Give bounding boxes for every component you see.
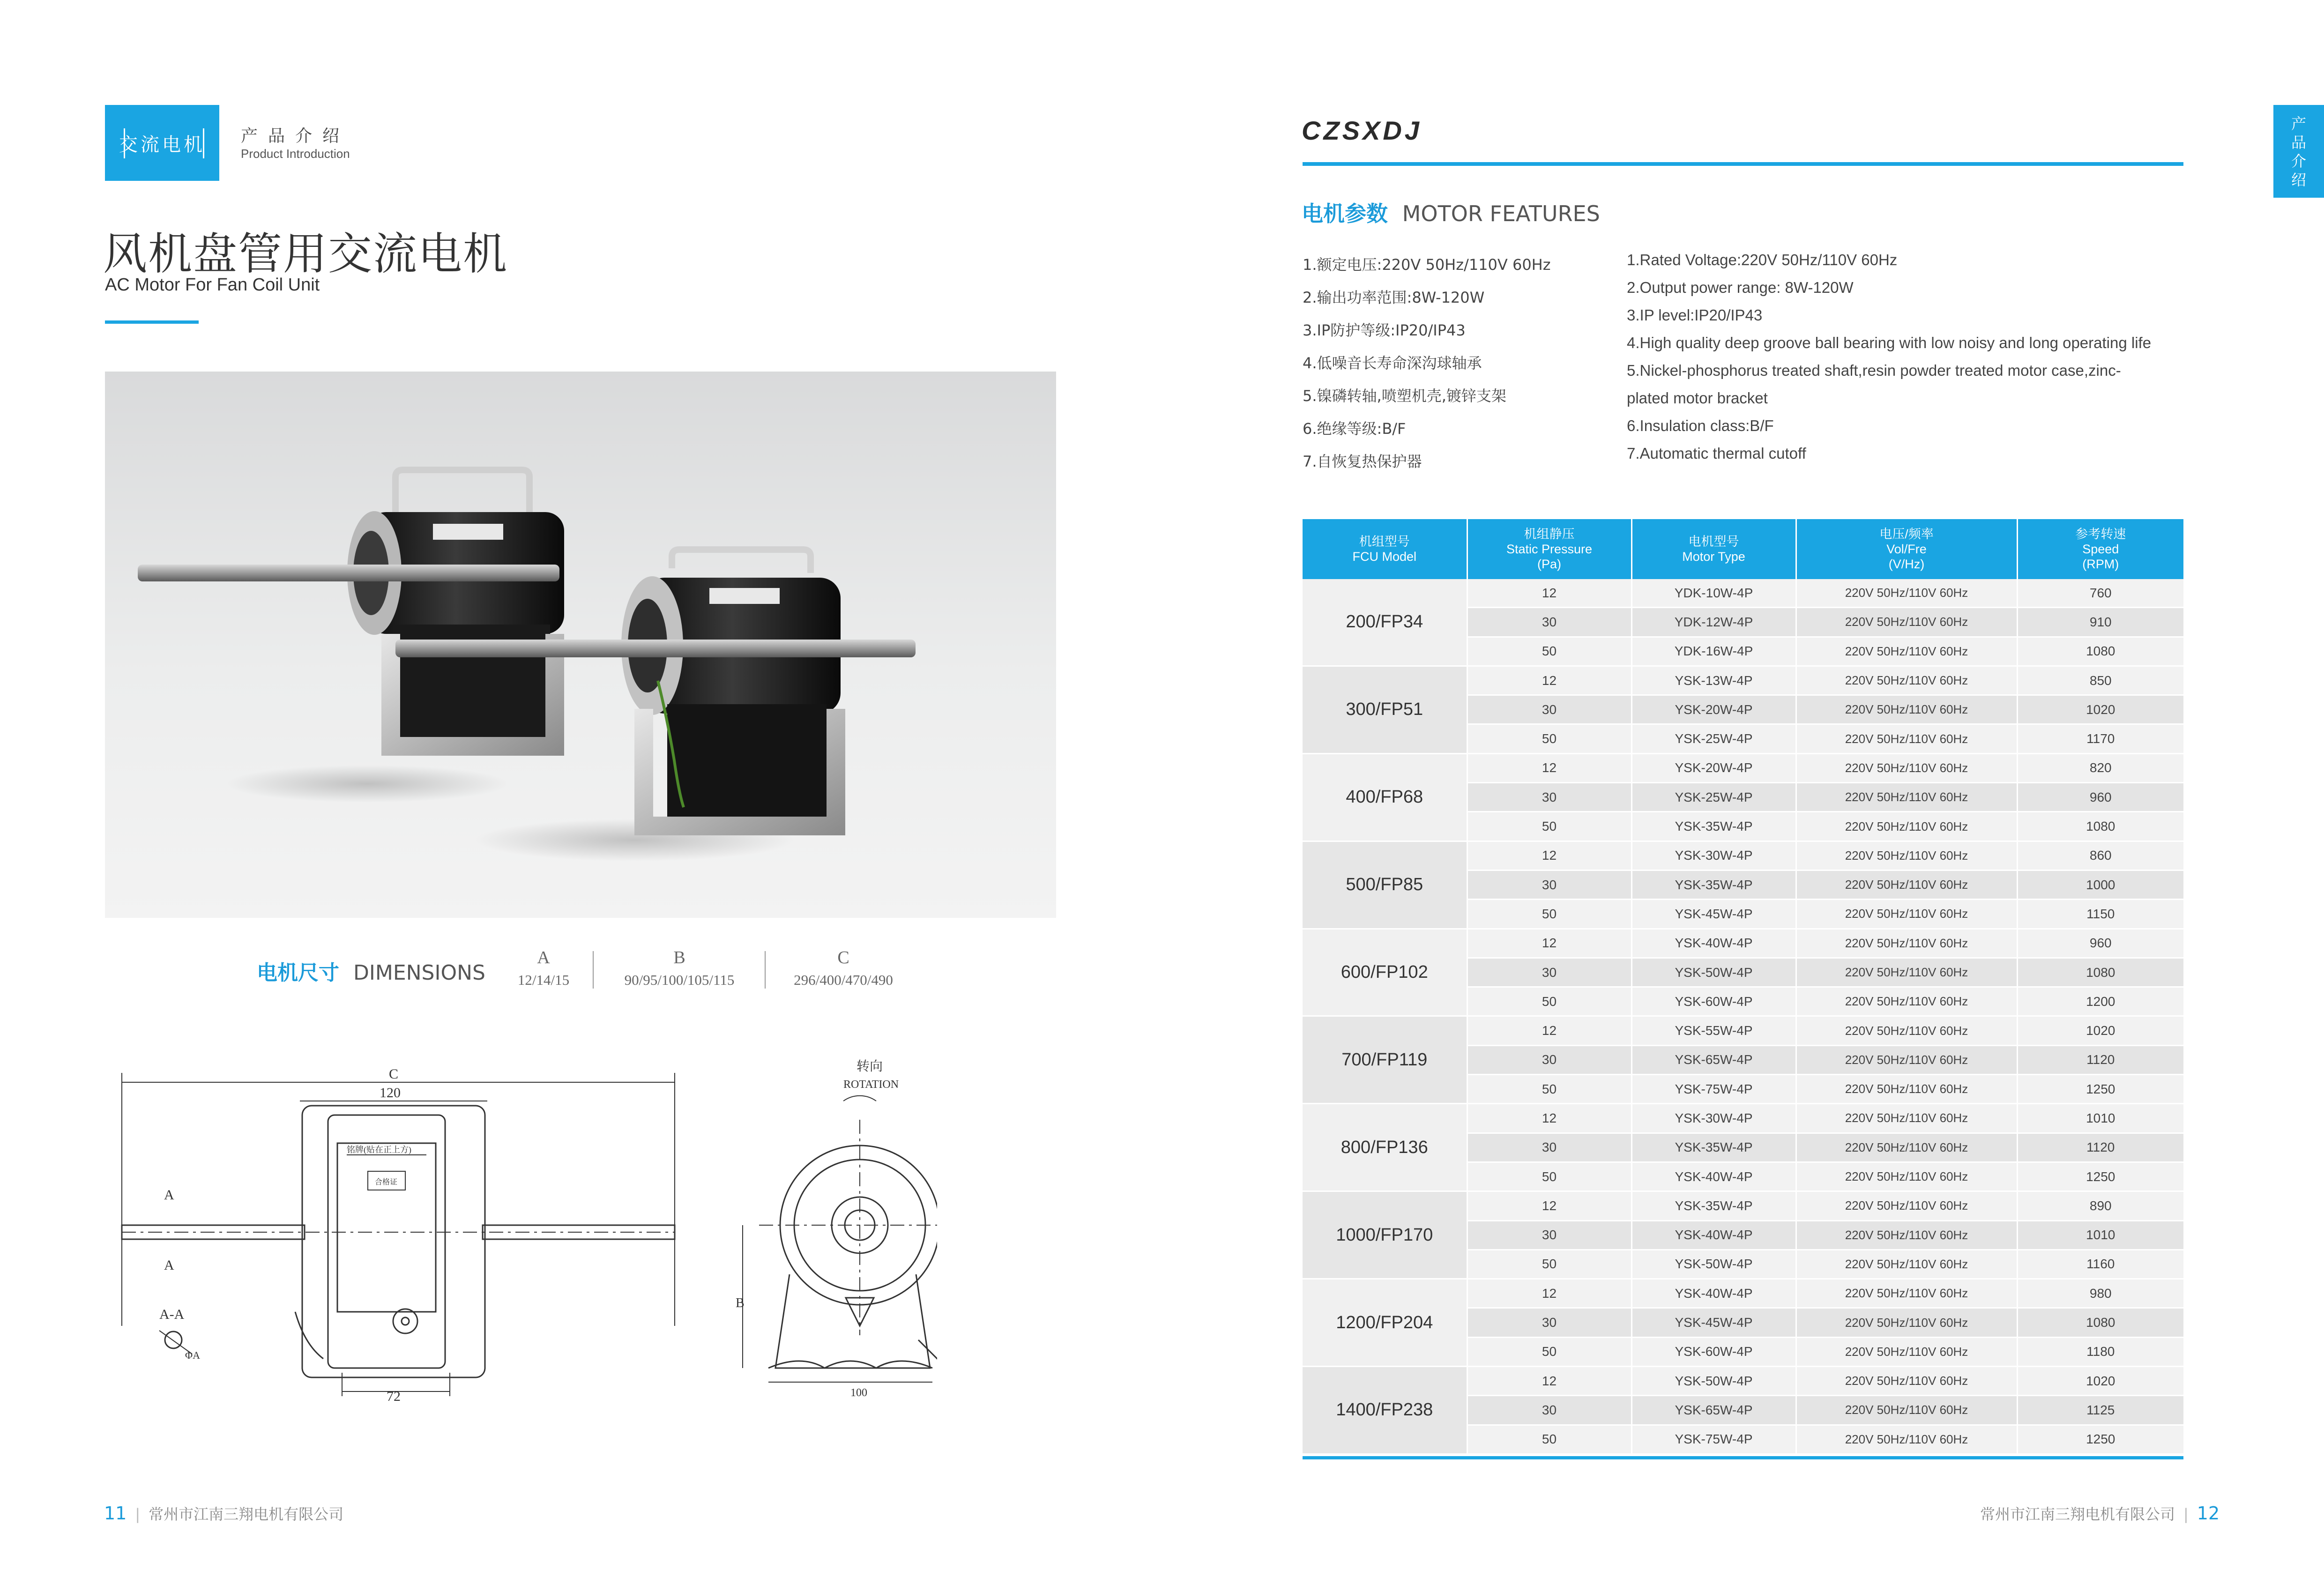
badge-bracket xyxy=(124,128,204,158)
dimension-b xyxy=(604,947,754,989)
motor-type-cell: YSK-40W-4P xyxy=(1631,929,1796,958)
table-header-text: Speed xyxy=(2082,542,2119,556)
voltage-cell: 220V 50Hz/110V 60Hz xyxy=(1796,1104,2017,1133)
voltage-cell: 220V 50Hz/110V 60Hz xyxy=(1796,1016,2017,1045)
voltage-cell: 220V 50Hz/110V 60Hz xyxy=(1796,1250,2017,1279)
table-header-cell xyxy=(2017,519,2183,579)
feature-item: 1.额定电压:220V 50Hz/110V 60Hz xyxy=(1303,256,1551,274)
table-row xyxy=(1303,1367,2183,1396)
table-header-text: FCU Model xyxy=(1352,550,1417,564)
motor-type-cell: YSK-20W-4P xyxy=(1631,753,1796,782)
fcu-model-cell: 400/FP68 xyxy=(1303,753,1467,841)
speed-cell: 1250 xyxy=(2017,1425,2183,1454)
fcu-model-cell: 800/FP136 xyxy=(1303,1104,1467,1191)
feature-item: plated motor bracket xyxy=(1627,389,1768,407)
table-header-text: 参考转速 xyxy=(2075,527,2126,541)
feature-item: 4.低噪音长寿命深沟球轴承 xyxy=(1303,354,1482,372)
table-row xyxy=(1303,1279,2183,1308)
dimension-divider xyxy=(765,951,766,989)
table-header-cell xyxy=(1467,519,1631,579)
table-header-text: 机组静压 xyxy=(1524,527,1575,541)
features-heading xyxy=(1302,197,1600,228)
dimension-c xyxy=(778,947,909,989)
voltage-cell: 220V 50Hz/110V 60Hz xyxy=(1796,1220,2017,1250)
side-tab-char: 产 xyxy=(2291,115,2306,133)
motor-type-cell: YSK-55W-4P xyxy=(1631,1016,1796,1045)
motor-type-cell: YSK-45W-4P xyxy=(1631,1308,1796,1337)
motor-type-cell: YDK-12W-4P xyxy=(1631,608,1796,637)
voltage-cell: 220V 50Hz/110V 60Hz xyxy=(1796,1162,2017,1191)
side-tab-char: 品 xyxy=(2291,134,2306,151)
table-row xyxy=(1303,841,2183,870)
drawing-label-plate: 铭牌(贴在正上方) xyxy=(347,1145,411,1154)
static-pressure-cell: 12 xyxy=(1467,929,1631,958)
speed-cell: 1010 xyxy=(2017,1220,2183,1250)
feature-item: 2.输出功率范围:8W-120W xyxy=(1303,289,1485,306)
features-list-en xyxy=(1627,246,2189,467)
table-row xyxy=(1303,929,2183,958)
drawing-label-120: 120 xyxy=(380,1085,401,1101)
speed-cell: 820 xyxy=(2017,753,2183,782)
title-underline xyxy=(105,320,199,324)
speed-cell: 1020 xyxy=(2017,1367,2183,1396)
static-pressure-cell: 30 xyxy=(1467,695,1631,724)
speed-cell: 1020 xyxy=(2017,1016,2183,1045)
speed-cell: 1020 xyxy=(2017,695,2183,724)
dimension-c-value: 296/400/470/490 xyxy=(794,972,893,988)
voltage-cell: 220V 50Hz/110V 60Hz xyxy=(1796,1045,2017,1074)
static-pressure-cell: 30 xyxy=(1467,1220,1631,1250)
speed-cell: 1250 xyxy=(2017,1075,2183,1104)
feature-item: 5.镍磷转轴,喷塑机壳,镀锌支架 xyxy=(1303,387,1506,405)
speed-cell: 960 xyxy=(2017,929,2183,958)
drawing-label-a: A xyxy=(164,1257,174,1273)
drawing-label-aa: A-A xyxy=(159,1307,185,1322)
static-pressure-cell: 30 xyxy=(1467,1045,1631,1074)
speed-cell: 1010 xyxy=(2017,1104,2183,1133)
speed-cell: 1170 xyxy=(2017,724,2183,753)
static-pressure-cell: 50 xyxy=(1467,1075,1631,1104)
table-header-text: 机组型号 xyxy=(1359,535,1410,549)
speed-cell: 1080 xyxy=(2017,958,2183,987)
side-tab-char: 绍 xyxy=(2291,171,2306,189)
feature-item: 4.High quality deep groove ball bearing with low noisy and long operating life xyxy=(1627,334,2152,351)
static-pressure-cell: 50 xyxy=(1467,1337,1631,1366)
left-footer: 11 | 常州市江南三翔电机有限公司 xyxy=(104,1503,344,1524)
motor-type-cell: YSK-65W-4P xyxy=(1631,1396,1796,1425)
static-pressure-cell: 12 xyxy=(1467,1367,1631,1396)
static-pressure-cell: 50 xyxy=(1467,987,1631,1016)
table-row xyxy=(1303,1104,2183,1133)
page-subtitle: AC Motor For Fan Coil Unit xyxy=(105,275,320,295)
speed-cell: 1160 xyxy=(2017,1250,2183,1279)
speed-cell: 1080 xyxy=(2017,812,2183,841)
table-header-cell xyxy=(1303,519,1467,579)
front-view-drawing xyxy=(743,1096,937,1382)
static-pressure-cell: 12 xyxy=(1467,1279,1631,1308)
motor-type-cell: YSK-30W-4P xyxy=(1631,1104,1796,1133)
speed-cell: 1080 xyxy=(2017,1308,2183,1337)
motor-type-cell: YSK-40W-4P xyxy=(1631,1279,1796,1308)
motor-type-cell: YSK-60W-4P xyxy=(1631,987,1796,1016)
side-tab xyxy=(2273,105,2324,198)
static-pressure-cell: 30 xyxy=(1467,870,1631,899)
features-label-en: MOTOR FEATURES xyxy=(1402,201,1600,226)
table-header-text: Motor Type xyxy=(1682,550,1745,564)
static-pressure-cell: 12 xyxy=(1467,753,1631,782)
static-pressure-cell: 30 xyxy=(1467,608,1631,637)
motor-type-cell: YSK-50W-4P xyxy=(1631,1250,1796,1279)
speed-cell: 1000 xyxy=(2017,870,2183,899)
drawing-label-b: B xyxy=(736,1296,745,1310)
voltage-cell: 220V 50Hz/110V 60Hz xyxy=(1796,783,2017,812)
dimensions-label-cn: 电机尺寸 xyxy=(257,961,339,985)
table-header-row xyxy=(1303,519,2183,579)
voltage-cell: 220V 50Hz/110V 60Hz xyxy=(1796,1133,2017,1162)
speed-cell: 1250 xyxy=(2017,1162,2183,1191)
motor-type-cell: YSK-75W-4P xyxy=(1631,1425,1796,1454)
features-list-cn xyxy=(1303,248,1551,478)
motor-type-cell: YSK-60W-4P xyxy=(1631,1337,1796,1366)
motor-type-cell: YSK-30W-4P xyxy=(1631,841,1796,870)
table-row xyxy=(1303,1191,2183,1220)
voltage-cell: 220V 50Hz/110V 60Hz xyxy=(1796,1191,2017,1220)
fcu-model-cell: 1200/FP204 xyxy=(1303,1279,1467,1367)
feature-item: 3.IP防护等级:IP20/IP43 xyxy=(1303,321,1466,339)
voltage-cell: 220V 50Hz/110V 60Hz xyxy=(1796,666,2017,695)
speed-cell: 1200 xyxy=(2017,987,2183,1016)
static-pressure-cell: 50 xyxy=(1467,1250,1631,1279)
voltage-cell: 220V 50Hz/110V 60Hz xyxy=(1796,841,2017,870)
voltage-cell: 220V 50Hz/110V 60Hz xyxy=(1796,608,2017,637)
dimension-a-value: 12/14/15 xyxy=(517,972,570,988)
static-pressure-cell: 50 xyxy=(1467,1425,1631,1454)
motor-type-cell: YDK-16W-4P xyxy=(1631,637,1796,666)
motor-type-cell: YSK-13W-4P xyxy=(1631,666,1796,695)
side-view-drawing xyxy=(122,1073,675,1396)
static-pressure-cell: 50 xyxy=(1467,724,1631,753)
company-name: 常州市江南三翔电机有限公司 xyxy=(149,1505,344,1523)
dimension-c-head: C xyxy=(837,948,849,967)
dimension-b-value: 90/95/100/105/115 xyxy=(624,972,735,988)
static-pressure-cell: 12 xyxy=(1467,841,1631,870)
voltage-cell: 220V 50Hz/110V 60Hz xyxy=(1796,1308,2017,1337)
table-header-text: (Pa) xyxy=(1537,557,1561,571)
static-pressure-cell: 50 xyxy=(1467,637,1631,666)
voltage-cell: 220V 50Hz/110V 60Hz xyxy=(1796,724,2017,753)
motor-type-cell: YSK-65W-4P xyxy=(1631,1045,1796,1074)
motor-type-cell: YSK-25W-4P xyxy=(1631,724,1796,753)
voltage-cell: 220V 50Hz/110V 60Hz xyxy=(1796,870,2017,899)
speed-cell: 760 xyxy=(2017,579,2183,608)
table-header-cell xyxy=(1796,519,2017,579)
table-row xyxy=(1303,753,2183,782)
badge-text: 交流电机 xyxy=(119,134,205,156)
voltage-cell: 220V 50Hz/110V 60Hz xyxy=(1796,579,2017,608)
section-title-cn: 产品介绍 xyxy=(241,126,350,146)
motor-type-cell: YSK-35W-4P xyxy=(1631,870,1796,899)
static-pressure-cell: 30 xyxy=(1467,783,1631,812)
feature-item: 7.自恢复热保护器 xyxy=(1303,453,1422,470)
motor-type-cell: YSK-20W-4P xyxy=(1631,695,1796,724)
drawing-label-100: 100 xyxy=(850,1387,867,1399)
company-name: 常州市江南三翔电机有限公司 xyxy=(1980,1505,2175,1523)
speed-cell: 1120 xyxy=(2017,1045,2183,1074)
fcu-model-cell: 200/FP34 xyxy=(1303,579,1467,666)
voltage-cell: 220V 50Hz/110V 60Hz xyxy=(1796,1425,2017,1454)
dimension-b-head: B xyxy=(673,948,685,967)
section-badge xyxy=(105,105,219,181)
voltage-cell: 220V 50Hz/110V 60Hz xyxy=(1796,1075,2017,1104)
motor-type-cell: YSK-75W-4P xyxy=(1631,1075,1796,1104)
fcu-model-cell: 600/FP102 xyxy=(1303,929,1467,1016)
speed-cell: 1120 xyxy=(2017,1133,2183,1162)
motor-type-cell: YSK-35W-4P xyxy=(1631,1191,1796,1220)
footer-rule xyxy=(1303,1456,2183,1459)
speed-cell: 910 xyxy=(2017,608,2183,637)
side-tab-char: 介 xyxy=(2291,152,2306,170)
table-row xyxy=(1303,666,2183,695)
voltage-cell: 220V 50Hz/110V 60Hz xyxy=(1796,1279,2017,1308)
table-header-text: Static Pressure xyxy=(1506,542,1593,556)
voltage-cell: 220V 50Hz/110V 60Hz xyxy=(1796,1367,2017,1396)
brand-logo: CZSXDJ xyxy=(1302,116,1422,145)
features-label-cn: 电机参数 xyxy=(1302,201,1388,226)
voltage-cell: 220V 50Hz/110V 60Hz xyxy=(1796,695,2017,724)
motor-type-cell: YSK-40W-4P xyxy=(1631,1162,1796,1191)
dimension-a-head: A xyxy=(537,948,550,967)
voltage-cell: 220V 50Hz/110V 60Hz xyxy=(1796,753,2017,782)
static-pressure-cell: 12 xyxy=(1467,666,1631,695)
static-pressure-cell: 12 xyxy=(1467,1191,1631,1220)
section-title-en: Product Introduction xyxy=(241,147,350,161)
speed-cell: 1180 xyxy=(2017,1337,2183,1366)
static-pressure-cell: 50 xyxy=(1467,1162,1631,1191)
static-pressure-cell: 12 xyxy=(1467,579,1631,608)
motor-type-cell: YSK-35W-4P xyxy=(1631,812,1796,841)
speed-cell: 1125 xyxy=(2017,1396,2183,1425)
static-pressure-cell: 30 xyxy=(1467,1133,1631,1162)
drawing-label-phi: ΦA xyxy=(185,1349,200,1361)
voltage-cell: 220V 50Hz/110V 60Hz xyxy=(1796,929,2017,958)
speed-cell: 890 xyxy=(2017,1191,2183,1220)
header-rule xyxy=(1303,162,2183,166)
feature-item: 3.IP level:IP20/IP43 xyxy=(1627,306,1763,324)
table-header-text: Vol/Fre xyxy=(1886,542,1927,556)
drawing-label-rotation-cn: 转向 xyxy=(857,1059,883,1074)
fcu-model-cell: 300/FP51 xyxy=(1303,666,1467,753)
drawing-label-72: 72 xyxy=(387,1389,401,1404)
drawing-label-a: A xyxy=(164,1187,174,1203)
voltage-cell: 220V 50Hz/110V 60Hz xyxy=(1796,958,2017,987)
feature-item: 6.Insulation class:B/F xyxy=(1627,417,1774,434)
feature-item: 5.Nickel-phosphorus treated shaft,resin powder treated motor case,zinc- xyxy=(1627,362,2121,379)
drawing-label-cert: 合格证 xyxy=(375,1178,398,1186)
table-row xyxy=(1303,579,2183,608)
feature-item: 1.Rated Voltage:220V 50Hz/110V 60Hz xyxy=(1627,251,1898,268)
dimension-a xyxy=(508,947,579,989)
static-pressure-cell: 50 xyxy=(1467,900,1631,929)
static-pressure-cell: 50 xyxy=(1467,812,1631,841)
table-header-text: (V/Hz) xyxy=(1888,557,1925,571)
dimensions-heading xyxy=(257,956,485,986)
voltage-cell: 220V 50Hz/110V 60Hz xyxy=(1796,900,2017,929)
dimension-divider xyxy=(593,951,594,989)
voltage-cell: 220V 50Hz/110V 60Hz xyxy=(1796,637,2017,666)
drawing-label-rotation-en: ROTATION xyxy=(843,1079,899,1091)
motor-type-cell: YSK-35W-4P xyxy=(1631,1133,1796,1162)
motor-type-cell: YDK-10W-4P xyxy=(1631,579,1796,608)
technical-drawings xyxy=(103,1054,937,1438)
feature-item: 6.绝缘等级:B/F xyxy=(1303,420,1406,438)
feature-item: 2.Output power range: 8W-120W xyxy=(1627,279,1854,296)
motor-photo xyxy=(105,372,1056,918)
table-header-text: 电机型号 xyxy=(1688,535,1739,549)
speed-cell: 1080 xyxy=(2017,637,2183,666)
static-pressure-cell: 12 xyxy=(1467,1104,1631,1133)
fcu-model-cell: 500/FP85 xyxy=(1303,841,1467,929)
fcu-model-cell: 1000/FP170 xyxy=(1303,1191,1467,1279)
voltage-cell: 220V 50Hz/110V 60Hz xyxy=(1796,1337,2017,1366)
fcu-model-cell: 700/FP119 xyxy=(1303,1016,1467,1104)
speed-cell: 960 xyxy=(2017,783,2183,812)
speed-cell: 980 xyxy=(2017,1279,2183,1308)
motor-type-cell: YSK-25W-4P xyxy=(1631,783,1796,812)
table-header-text: (RPM) xyxy=(2082,557,2119,571)
table-row xyxy=(1303,1016,2183,1045)
page-title: 风机盘管用交流电机 xyxy=(103,229,508,280)
drawing-label-c: C xyxy=(389,1066,399,1082)
static-pressure-cell: 30 xyxy=(1467,958,1631,987)
motor-spec-table xyxy=(1303,519,2183,1455)
motor-type-cell: YSK-40W-4P xyxy=(1631,1220,1796,1250)
motor-type-cell: YSK-50W-4P xyxy=(1631,1367,1796,1396)
speed-cell: 850 xyxy=(2017,666,2183,695)
page-number-right: 12 xyxy=(2197,1503,2220,1524)
voltage-cell: 220V 50Hz/110V 60Hz xyxy=(1796,812,2017,841)
speed-cell: 860 xyxy=(2017,841,2183,870)
feature-item: 7.Automatic thermal cutoff xyxy=(1627,445,1806,462)
table-header-text: 电压/频率 xyxy=(1879,527,1934,541)
motor-type-cell: YSK-50W-4P xyxy=(1631,958,1796,987)
page-number-left: 11 xyxy=(104,1503,127,1524)
voltage-cell: 220V 50Hz/110V 60Hz xyxy=(1796,1396,2017,1425)
speed-cell: 1150 xyxy=(2017,900,2183,929)
dimensions-label-en: DIMENSIONS xyxy=(353,961,485,985)
static-pressure-cell: 12 xyxy=(1467,1016,1631,1045)
table-header-cell xyxy=(1631,519,1796,579)
motor-type-cell: YSK-45W-4P xyxy=(1631,900,1796,929)
voltage-cell: 220V 50Hz/110V 60Hz xyxy=(1796,987,2017,1016)
fcu-model-cell: 1400/FP238 xyxy=(1303,1367,1467,1454)
static-pressure-cell: 30 xyxy=(1467,1308,1631,1337)
right-footer: 常州市江南三翔电机有限公司 | 12 xyxy=(1980,1503,2220,1524)
static-pressure-cell: 30 xyxy=(1467,1396,1631,1425)
